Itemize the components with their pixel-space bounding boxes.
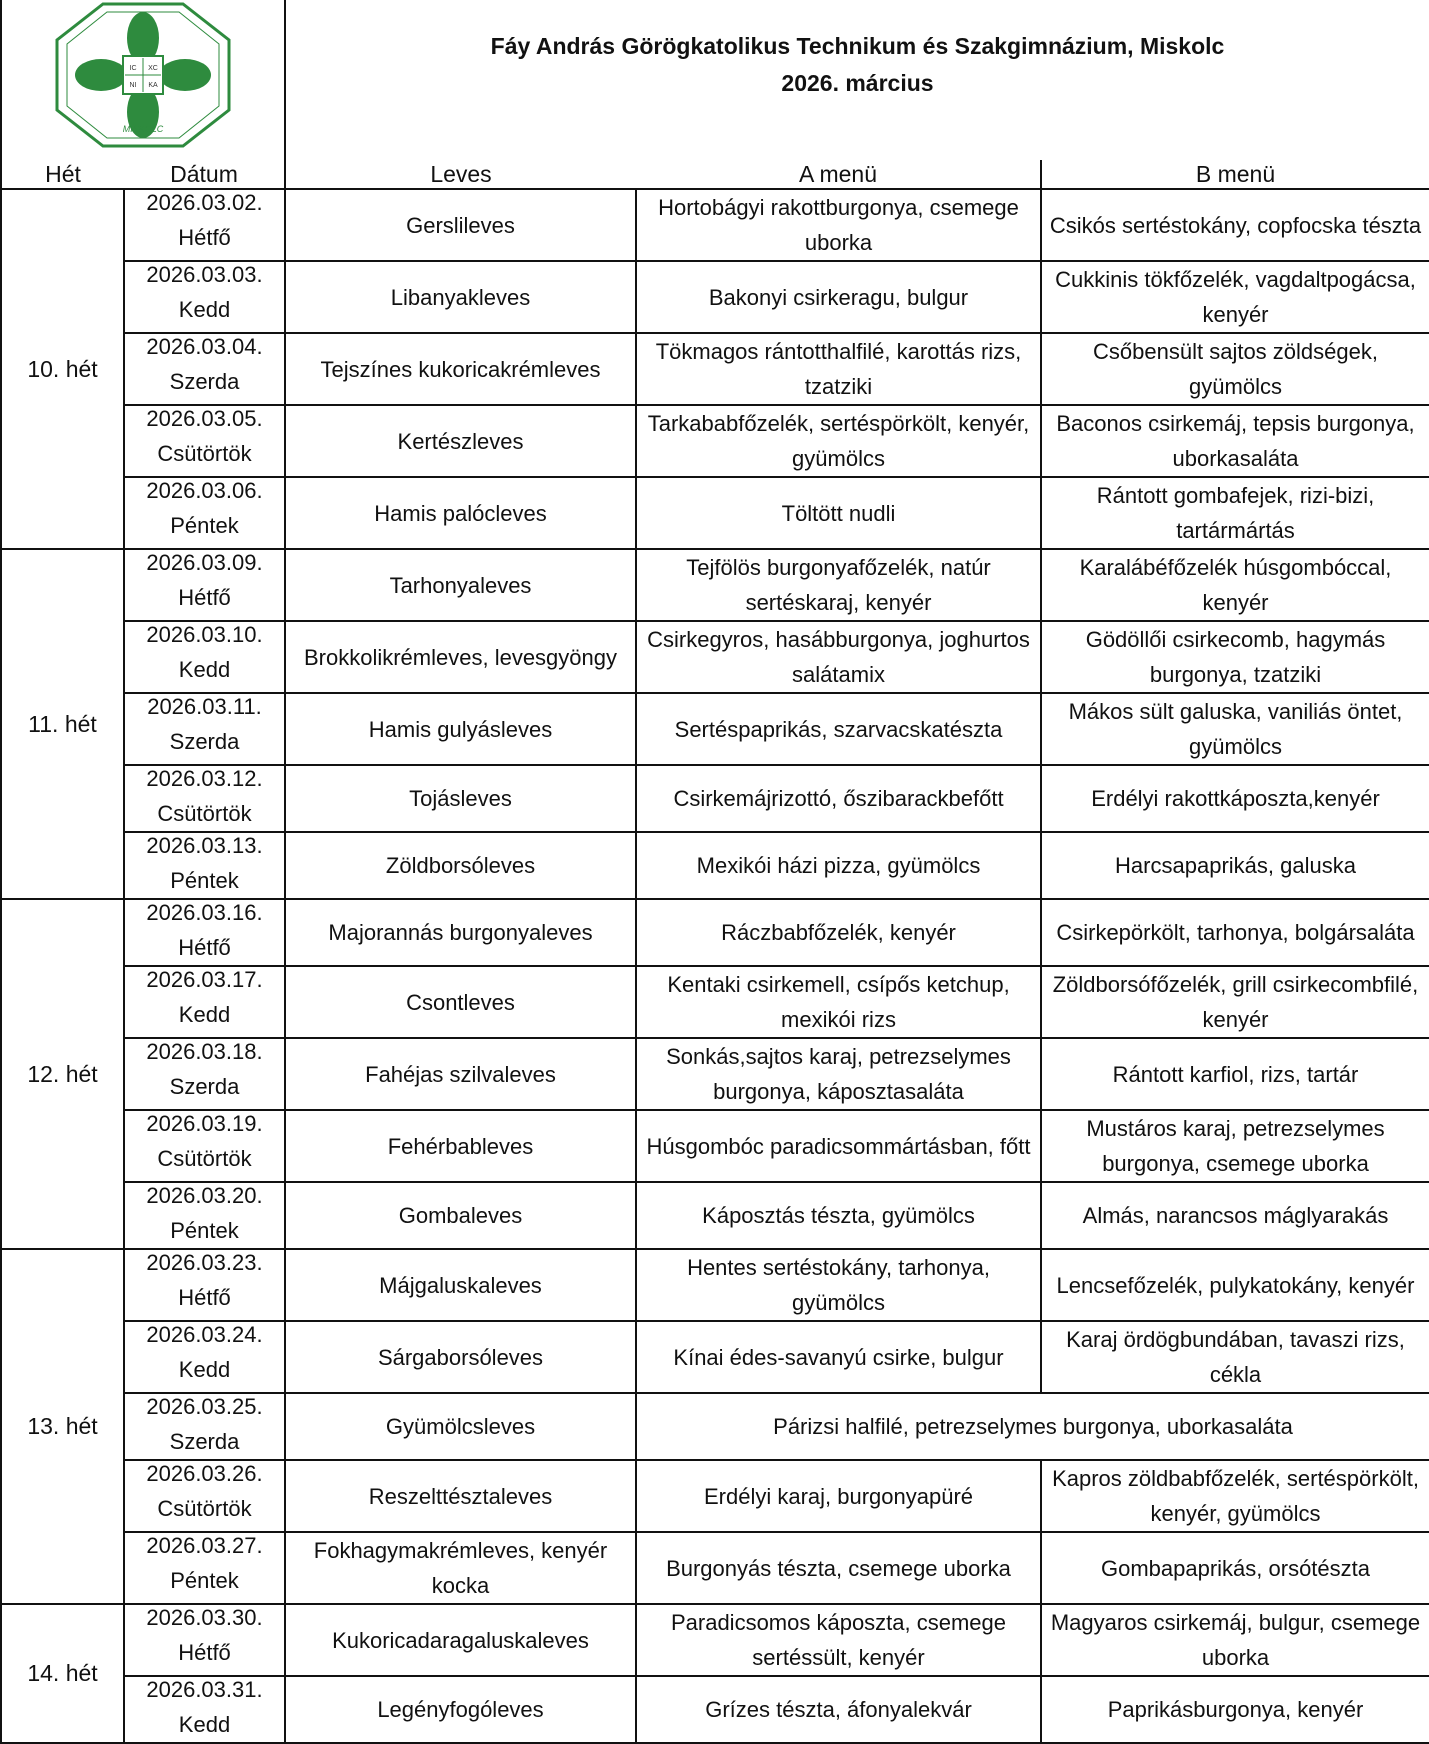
menu-a: Csirkemájrizottó, őszibarackbefőtt	[636, 765, 1041, 832]
menu-row	[1, 832, 1429, 899]
date-cell	[124, 621, 285, 693]
menu-a: Bakonyi csirkeragu, bulgur	[636, 261, 1041, 333]
menu-row	[1, 693, 1429, 765]
menu-b: Paprikásburgonya, kenyér	[1041, 1676, 1429, 1743]
col-header-menu-b: B menü	[1041, 160, 1429, 189]
weekday: Hétfő	[178, 1640, 231, 1665]
date: 2026.03.10.	[146, 622, 263, 647]
weekday: Péntek	[170, 1218, 239, 1243]
date-cell	[124, 1532, 285, 1604]
week-label: 14. hét	[1, 1604, 124, 1743]
soup: Legényfogóleves	[285, 1676, 636, 1743]
soup: Tarhonyaleves	[285, 549, 636, 621]
weekday: Péntek	[170, 1568, 239, 1593]
soup: Hamis gulyásleves	[285, 693, 636, 765]
weekday: Csütörtök	[157, 1146, 252, 1171]
menu-row	[1, 1676, 1429, 1743]
menu-row	[1, 1321, 1429, 1393]
weekday: Kedd	[178, 1357, 231, 1382]
menu-b: Kapros zöldbabfőzelék, sertéspörkölt, kenyér, gyümölcs	[1041, 1460, 1429, 1532]
col-header-soup: Leves	[285, 160, 636, 189]
date: 2026.03.24.	[146, 1322, 263, 1347]
date: 2026.03.12.	[146, 766, 263, 791]
svg-text:MISKOLC: MISKOLC	[122, 124, 164, 134]
soup: Kukoricadaragaluskaleves	[285, 1604, 636, 1676]
menu-a: Grízes tészta, áfonyalekvár	[636, 1676, 1041, 1743]
col-header-menu-a: A menü	[636, 160, 1041, 189]
menu-b: Csikós sertéstokány, copfocska tészta	[1041, 189, 1429, 261]
week-label: 11. hét	[1, 549, 124, 899]
soup: Fokhagymakrémleves, kenyér kocka	[285, 1532, 636, 1604]
menu-b: Rántott gombafejek, rizi-bizi, tartármártás	[1041, 477, 1429, 549]
menu-b: Mustáros karaj, petrezselymes burgonya, csemege uborka	[1041, 1110, 1429, 1182]
menu-a-b-combined: Párizsi halfilé, petrezselymes burgonya, uborkasaláta	[636, 1393, 1429, 1460]
menu-row	[1, 1038, 1429, 1110]
menu-a: Kentaki csirkemell, csípős ketchup, mexikói rizs	[636, 966, 1041, 1038]
date-cell	[124, 1393, 285, 1460]
date-cell	[124, 549, 285, 621]
menu-a: Káposztás tészta, gyümölcs	[636, 1182, 1041, 1249]
weekday: Szerda	[169, 1429, 240, 1454]
date: 2026.03.11.	[147, 694, 262, 719]
weekday: Kedd	[178, 297, 231, 322]
menu-a: Hortobágyi rakottburgonya, csemege uborka	[636, 189, 1041, 261]
date: 2026.03.04.	[146, 334, 263, 359]
col-header-date: Dátum	[124, 160, 285, 189]
menu-b: Zöldborsófőzelék, grill csirkecombfilé, kenyér	[1041, 966, 1429, 1038]
menu-row	[1, 1249, 1429, 1321]
soup: Fahéjas szilvaleves	[285, 1038, 636, 1110]
week-label: 13. hét	[1, 1249, 124, 1604]
date: 2026.03.02.	[146, 190, 263, 215]
menu-row	[1, 189, 1429, 261]
soup: Gerslileves	[285, 189, 636, 261]
menu-row	[1, 899, 1429, 966]
school-logo	[43, 0, 243, 150]
menu-row	[1, 261, 1429, 333]
menu-b: Harcsapaprikás, galuska	[1041, 832, 1429, 899]
menu-b: Mákos sült galuska, vaniliás öntet, gyümölcs	[1041, 693, 1429, 765]
menu-b: Csirkepörkölt, tarhonya, bolgársaláta	[1041, 899, 1429, 966]
menu-a: Tökmagos rántotthalfilé, karottás rizs, tzatziki	[636, 333, 1041, 405]
menu-b: Baconos csirkemáj, tepsis burgonya, uborkasaláta	[1041, 405, 1429, 477]
soup: Májgaluskaleves	[285, 1249, 636, 1321]
date: 2026.03.20.	[146, 1183, 263, 1208]
title-cell	[285, 0, 1429, 160]
menu-a: Töltött nudli	[636, 477, 1041, 549]
menu-row	[1, 1393, 1429, 1460]
menu-row	[1, 405, 1429, 477]
menu-a: Sonkás,sajtos karaj, petrezselymes burgonya, káposztasaláta	[636, 1038, 1041, 1110]
date-cell	[124, 405, 285, 477]
menu-row	[1, 1532, 1429, 1604]
menu-a: Paradicsomos káposzta, csemege sertéssült, kenyér	[636, 1604, 1041, 1676]
menu-row	[1, 765, 1429, 832]
date-cell	[124, 1182, 285, 1249]
date: 2026.03.31.	[146, 1677, 263, 1702]
menu-b: Gombapaprikás, orsótészta	[1041, 1532, 1429, 1604]
date-cell	[124, 765, 285, 832]
weekday: Szerda	[169, 1074, 240, 1099]
menu-b: Magyaros csirkemáj, bulgur, csemege uborka	[1041, 1604, 1429, 1676]
date: 2026.03.16.	[146, 900, 263, 925]
weekday: Hétfő	[178, 585, 231, 610]
menu-a: Kínai édes-savanyú csirke, bulgur	[636, 1321, 1041, 1393]
date: 2026.03.25.	[146, 1394, 263, 1419]
date: 2026.03.27.	[146, 1533, 263, 1558]
date-cell	[124, 333, 285, 405]
soup: Csontleves	[285, 966, 636, 1038]
date: 2026.03.13.	[146, 833, 263, 858]
menu-row	[1, 1604, 1429, 1676]
weekday: Csütörtök	[157, 1496, 252, 1521]
date: 2026.03.05.	[146, 406, 263, 431]
svg-text:XC: XC	[148, 65, 158, 72]
date-cell	[124, 1110, 285, 1182]
date-cell	[124, 693, 285, 765]
menu-b: Csőbensült sajtos zöldségek, gyümölcs	[1041, 333, 1429, 405]
date: 2026.03.06.	[146, 478, 263, 503]
menu-b: Almás, narancsos máglyarakás	[1041, 1182, 1429, 1249]
date-cell	[124, 261, 285, 333]
date: 2026.03.18.	[146, 1039, 263, 1064]
school-name: Fáy András Görögkatolikus Technikum és Szakgimnázium, Miskolc	[490, 33, 1225, 59]
date-cell	[124, 1038, 285, 1110]
week-label: 12. hét	[1, 899, 124, 1249]
menu-b: Karalábéfőzelék húsgombóccal, kenyér	[1041, 549, 1429, 621]
soup: Tojásleves	[285, 765, 636, 832]
date-cell	[124, 189, 285, 261]
svg-text:NI: NI	[129, 82, 137, 89]
soup: Kertészleves	[285, 405, 636, 477]
weekday: Kedd	[178, 1002, 231, 1027]
weekday: Csütörtök	[157, 801, 252, 826]
soup: Sárgaborsóleves	[285, 1321, 636, 1393]
menu-a: Erdélyi karaj, burgonyapüré	[636, 1460, 1041, 1532]
svg-text:IC: IC	[129, 65, 137, 72]
weekday: Hétfő	[178, 225, 231, 250]
date-cell	[124, 477, 285, 549]
weekday: Csütörtök	[157, 441, 252, 466]
menu-a: Húsgombóc paradicsommártásban, főtt	[636, 1110, 1041, 1182]
menu-b: Karaj ördögbundában, tavaszi rizs, cékla	[1041, 1321, 1429, 1393]
weekday: Szerda	[169, 369, 240, 394]
menu-row	[1, 966, 1429, 1038]
date-cell	[124, 1321, 285, 1393]
menu-b: Lencsefőzelék, pulykatokány, kenyér	[1041, 1249, 1429, 1321]
menu-b: Rántott karfiol, rizs, tartár	[1041, 1038, 1429, 1110]
weekday: Kedd	[178, 657, 231, 682]
soup: Hamis palócleves	[285, 477, 636, 549]
logo-cell	[1, 0, 285, 160]
menu-row	[1, 1182, 1429, 1249]
menu-row	[1, 549, 1429, 621]
svg-text:KA: KA	[148, 82, 158, 89]
col-header-week: Hét	[1, 160, 124, 189]
weekday: Péntek	[170, 868, 239, 893]
date-cell	[124, 1460, 285, 1532]
date: 2026.03.19.	[146, 1111, 263, 1136]
date-cell	[124, 1676, 285, 1743]
menu-row	[1, 1460, 1429, 1532]
date-cell	[124, 832, 285, 899]
date: 2026.03.30.	[146, 1605, 263, 1630]
soup: Reszelttésztaleves	[285, 1460, 636, 1532]
date: 2026.03.23.	[146, 1250, 263, 1275]
weekday: Hétfő	[178, 935, 231, 960]
weekday: Péntek	[170, 513, 239, 538]
menu-b: Cukkinis tökfőzelék, vagdaltpogácsa, kenyér	[1041, 261, 1429, 333]
date-cell	[124, 1249, 285, 1321]
date: 2026.03.03.	[146, 262, 263, 287]
menu-a: Ráczbabfőzelék, kenyér	[636, 899, 1041, 966]
menu-row	[1, 333, 1429, 405]
weekday: Szerda	[169, 729, 240, 754]
menu-a: Hentes sertéstokány, tarhonya, gyümölcs	[636, 1249, 1041, 1321]
date: 2026.03.09.	[146, 550, 263, 575]
menu-a: Csirkegyros, hasábburgonya, joghurtos salátamix	[636, 621, 1041, 693]
menu-a: Tejfölös burgonyafőzelék, natúr sertéskaraj, kenyér	[636, 549, 1041, 621]
menu-a: Mexikói házi pizza, gyümölcs	[636, 832, 1041, 899]
week-label: 10. hét	[1, 189, 124, 549]
date: 2026.03.17.	[146, 967, 263, 992]
menu-a: Burgonyás tészta, csemege uborka	[636, 1532, 1041, 1604]
menu-b: Gödöllői csirkecomb, hagymás burgonya, tzatziki	[1041, 621, 1429, 693]
date: 2026.03.26.	[146, 1461, 263, 1486]
soup: Libanyakleves	[285, 261, 636, 333]
soup: Gombaleves	[285, 1182, 636, 1249]
soup: Gyümölcsleves	[285, 1393, 636, 1460]
date-cell	[124, 1604, 285, 1676]
menu-row	[1, 477, 1429, 549]
soup: Tejszínes kukoricakrémleves	[285, 333, 636, 405]
date-cell	[124, 966, 285, 1038]
menu-period: 2026. március	[781, 70, 934, 96]
menu-a: Tarkababfőzelék, sertéspörkölt, kenyér, gyümölcs	[636, 405, 1041, 477]
soup: Fehérbableves	[285, 1110, 636, 1182]
soup: Brokkolikrémleves, levesgyöngy	[285, 621, 636, 693]
soup: Zöldborsóleves	[285, 832, 636, 899]
weekday: Kedd	[178, 1712, 231, 1737]
menu-row	[1, 621, 1429, 693]
menu-row	[1, 1110, 1429, 1182]
weekday: Hétfő	[178, 1285, 231, 1310]
soup: Majorannás burgonyaleves	[285, 899, 636, 966]
menu-a: Sertéspaprikás, szarvacskatészta	[636, 693, 1041, 765]
date-cell	[124, 899, 285, 966]
menu-b: Erdélyi rakottkáposzta,kenyér	[1041, 765, 1429, 832]
